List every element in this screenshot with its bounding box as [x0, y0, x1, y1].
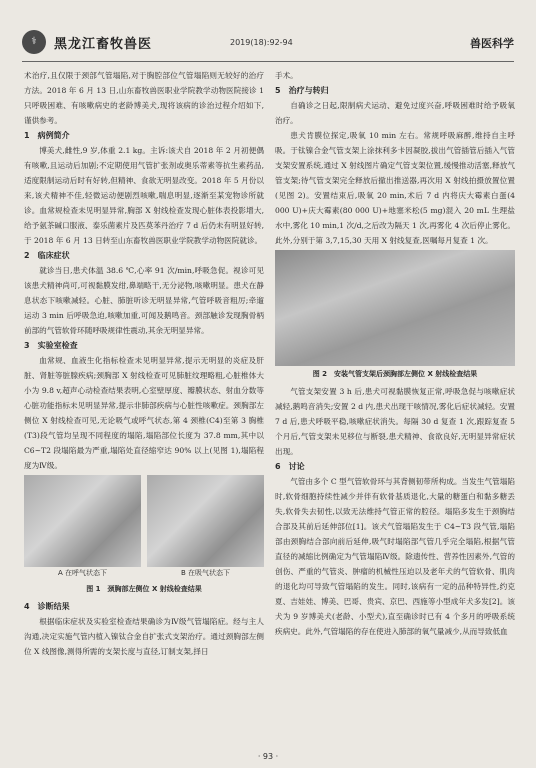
figure-2: [275, 250, 515, 380]
journal-title: 黑龙江畜牧兽医: [54, 37, 153, 52]
section-6-title: 6 讨论: [275, 462, 305, 471]
journal-logo-icon: ⚕: [22, 30, 46, 54]
section-5-title: 5 治疗与转归: [275, 86, 329, 95]
fig1-caption: 图 1 颈胸部左侧位 X 射线检查结果: [86, 585, 202, 593]
section-4-text: 根据临床症状及实验室检查结果确诊为Ⅳ级气管塌陷症。经与主人沟通,决定实施气管内植入镍钛合金自扩张式支架治疗。通过颈胸部左侧位 X 线图像,测得所需的支架长度与直径,订制支架,择日: [24, 617, 264, 656]
section-3-text: 血常规、血液生化指标检查未见明显异常,提示无明显的炎症及肝脏、肾脏等脏腺疾病;颈胸部 X 射线检查可见肺脏纹理略粗,心脏椎体大小为 9.8 v,超声心动检查结果表明,心室壁厚度、瓣膜状态、射血分数等心脏功能指标未见明显异常,提示非肺部疾病与心脏性咳嗽症。颈胸部左侧位 X 射线检查可见,无论吸气或呼气状态,第 4 颈椎(C4)至第 3 胸椎(T3)段气管均呈现不同程度的塌陷,塌陷部位长度为 37.8 mm,其中以 C6~T2 段塌陷最为严重,塌陷处直径缩窄达 90% 以上(见图 1),塌陷程度为Ⅳ级。: [24, 356, 264, 470]
issue-info: 2019(18):92-94: [230, 38, 293, 47]
fig2-caption: 图 2 安装气管支架后颈胸部左侧位 X 射线检查结果: [312, 370, 478, 378]
section-5-para-1: 自确诊之日起,限制病犬运动、避免过度兴奋,呼吸困难时给予吸氧治疗。: [275, 101, 515, 125]
section-2-title: 2 临床症状: [24, 251, 70, 260]
section-5-para-3: 气管支架安置 3 h 后,患犬可视黏膜恢复正常,呼吸急促与咳嗽症状减轻,鹅鸣音消失;安置 2 d 内,患犬出现干咳情况,雾化后症状减轻。安置 7 d 后,患犬呼吸平稳,咳嗽症状消失。每隔 30 d 复查 1 次,跟踪复查 5 个月后,气管支架未见移位与断裂,患犬精神、食欲良好,无明显异常症状出现。: [275, 387, 515, 456]
section-tag: 兽医科学: [470, 37, 514, 50]
intro-paragraph: 术治疗,且仅限于颈部气管塌陷,对于胸腔部位气管塌陷则无较好的治疗方法。2018 年 6 月 13 日,山东畜牧兽医职业学院教学动物医院接诊 1 只呼吸困难、有咳嗽病史的老龄博美犬,现将该病的诊治过程介绍如下,谨供参考。: [24, 71, 264, 125]
figure-1: [24, 475, 264, 595]
section-3-title: 3 实验室检查: [24, 341, 78, 350]
fig1-label-a: A 在呼气状态下: [57, 569, 107, 577]
section-5-para-2: 患犬肯膜位探定,吸氧 10 min 左右。常规呼吸麻醉,维持自主呼吸。于钛镍合金气管支架上涂抹利多卡因凝胶,拔出气管插管后插入气管支架安置系统,通过 X 射线图片确定气管支架位置,缓慢推动活塞,释放气管支架;待气管支架完全释放后撤出推送器,再次用 X 射线拍摄放置位置(见图 2)。安置结束后,吸氧 20 min,术后 7 d 内将庆大霉素白蛋(4 000 U)+庆大霉素(80 000 U)+地塞米松(5 mg)混入 20 mL 生理盐水中,雾化 10 min,1 次/d,之后改为隔天 1 次,再雾化 4 次后停止雾化。此外,分别于第 3,7,15,30 天用 X 射线复查,医嘱每月复查 1 次。: [275, 131, 515, 245]
section-2-text: 就诊当日,患犬体温 38.6 ℃,心率 91 次/min,呼吸急促。视诊可见该患犬精神尚可,可视黏膜发绀,鼻端略干,无分泌物,咳嗽明显。患犬在静息状态下咳嗽减轻。心脏、肺脏听诊无明显异常,气管呼吸音粗厉;牵遛运动 3 min 后呼吸急迫,咳嗽加重,可闻及鹅鸣音。颈部触诊发现胸骨柄前部的气管软骨环随呼吸规律性震动,其余无明显异常。: [24, 266, 264, 335]
section-4-title: 4 诊断结果: [24, 602, 70, 611]
section-1-title: 1 病例简介: [24, 131, 70, 140]
xray-inhale-image: [147, 475, 264, 577]
xray-exhale-image: [24, 475, 141, 577]
fig1-label-b: B 在吸气状态下: [180, 569, 231, 577]
page-number: · 93 ·: [257, 752, 279, 761]
section-1-text: 博美犬,雌性,9 岁,体重 2.1 kg。主诉:该犬自 2018 年 2 月初便偶有咳嗽,且运动后加剧;不定期使用气管扩张剂或奥乐蒂素等抗生素药品,适度限制运动后时有好转,但精神、食欲无明显改变。2018 年 5 月份以来,该犬精神不佳,轻微运动便剧烈咳嗽,喘息明显,逐渐至某宠物诊所就诊。血常规检查未见明显异常,胸部 X 射线检查发现心脏体表投影增大,给予氨茶碱口服液、泰乐菌素片及匹莫苯丹治疗 7 d 后仍未有明显好转,于 2018 年 6 月 13 日转至山东畜牧兽医职业学院教学动物医院就诊。: [24, 146, 264, 245]
left-column: [24, 68, 264, 659]
right-intro: 手术。: [275, 71, 298, 80]
section-6-text: 气管由多个 C 型气管软骨环与其背侧韧带所构成。当发生气管塌陷时,软骨细胞持续性减少并伴有软骨基质退化,大量的糖蛋白和黏多糖丢失,软骨失去韧性,以致无法维持气管正常的腔径。塌陷多发生于颈胸结合部及其前后延伸部位[1]。该犬气管塌陷发生于 C4~T3 段气管,塌陷部由颈胸结合部向前后延伸,吸气时塌陷部气管几乎完全塌陷,根据气管直径的减缩比例确定为气管塌陷Ⅳ级。除遗传性、营养性因素外,气管的创伤、严重的气管炎、肿瘤的机械性压迫以及老年犬的气管软骨、肌肉的退化均可导致气管塌陷的发生。同时,该病有一定的品种特异性,约克夏、吉娃娃、博美、巴哥、贵宾、京巴、西施等小型成年犬多发[2]。该犬为 9 岁博美犬(老龄、小型犬),直至确诊时已有 4 个多月的呼吸系统疾病史。此外,气管塌陷的存在使进入肺部的氧气量减少,从而导致低血: [275, 477, 515, 636]
right-column: [275, 68, 515, 639]
header-rule: [22, 61, 514, 62]
running-header: [22, 30, 514, 64]
xray-stent-image: [275, 250, 515, 366]
